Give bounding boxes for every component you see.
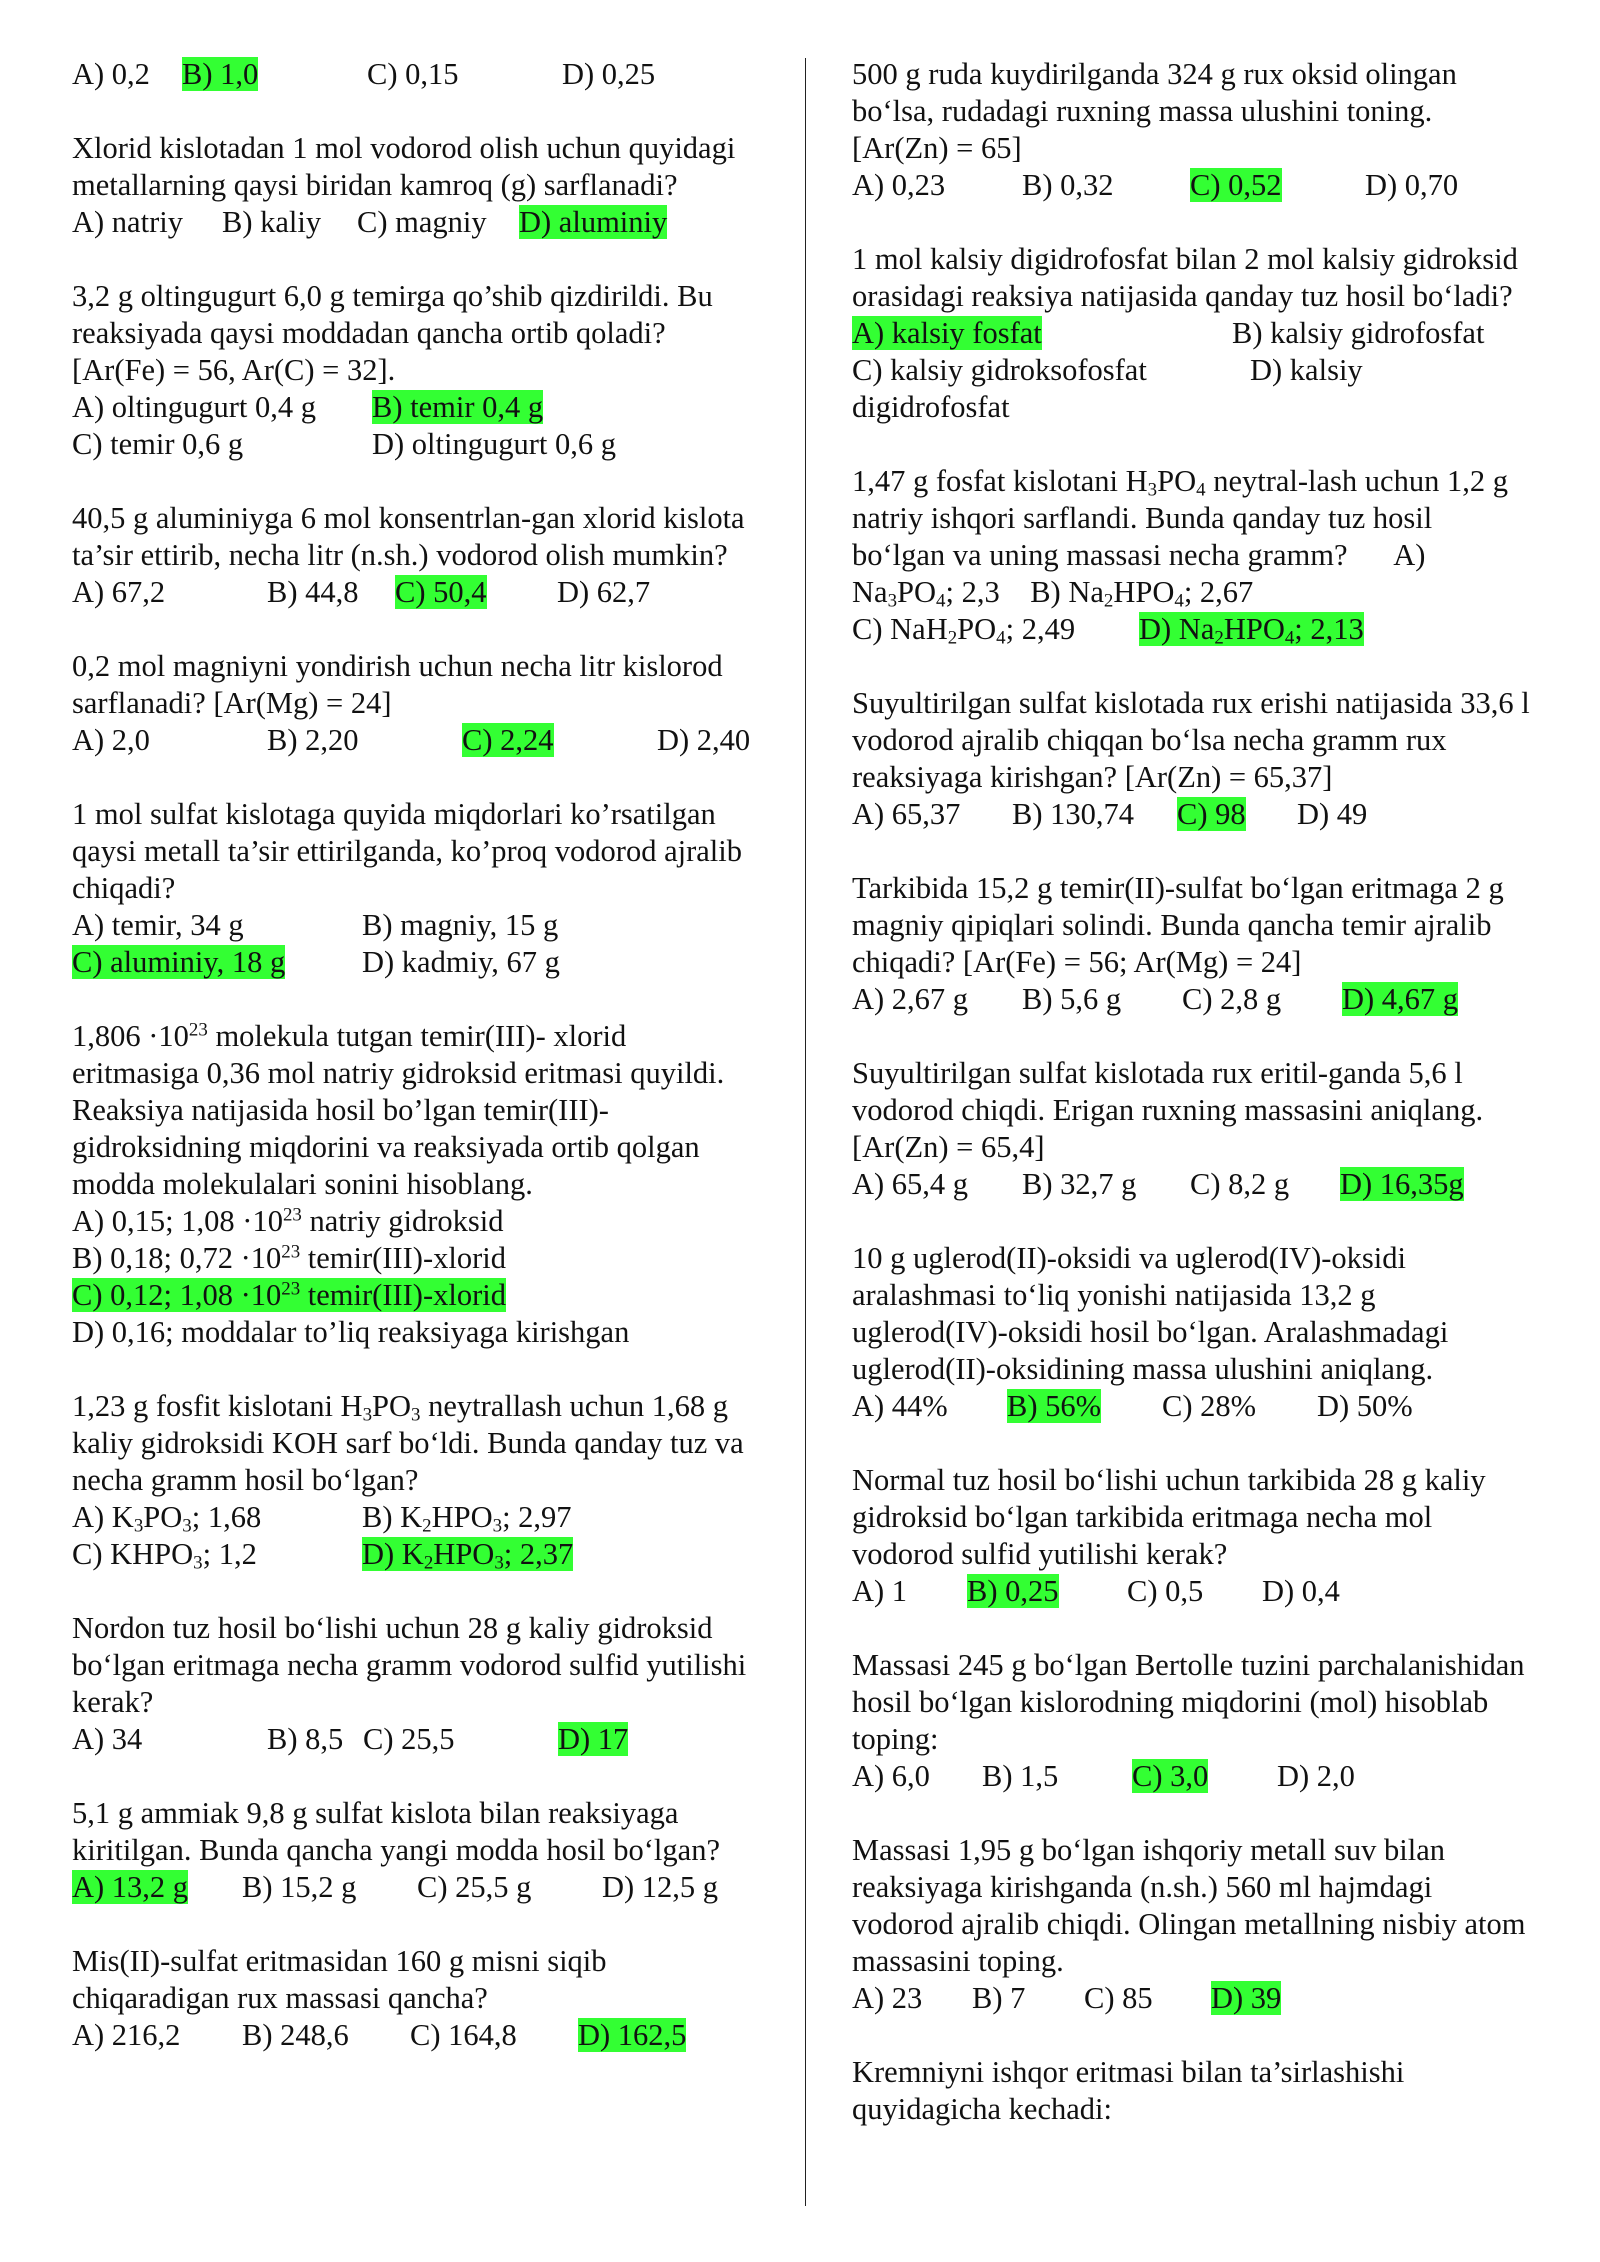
answer-option: B) 130,74 <box>1012 797 1134 831</box>
question-block <box>72 130 752 241</box>
answer-option: C) 28% <box>1162 1389 1257 1423</box>
question-block <box>852 56 1532 204</box>
correct-answer-option: C) 0,52 <box>1190 168 1282 202</box>
answer-option: A) natriy <box>72 205 183 239</box>
question-block <box>852 2054 1532 2128</box>
answer-option: D) oltingugurt 0,6 g <box>372 427 616 461</box>
answer-option: A) 23 <box>852 1981 923 2015</box>
answer-option: C) 0,15 <box>367 57 459 91</box>
question-block <box>72 1795 752 1906</box>
answer-options-row <box>72 1869 752 1906</box>
correct-answer-option: C) 3,0 <box>1132 1759 1209 1793</box>
answer-options-row <box>72 1277 752 1314</box>
answer-option: B) 15,2 g <box>242 1870 357 1904</box>
question-block <box>852 463 1532 648</box>
right-column <box>852 56 1532 2165</box>
question-text: Tarkibida 15,2 g temir(II)-sulfat bo‘lgan eritmaga 2 g magniy qipiqlari solindi. Bunda qancha temir ajralib chiqadi? [Ar(Fe) = 56; Ar(Mg) = 24] <box>852 871 1504 979</box>
answer-option: A) 0,2 <box>72 57 150 91</box>
answer-options-row <box>72 574 752 611</box>
answer-options-row <box>852 981 1532 1018</box>
question-text: Normal tuz hosil bo‘lishi uchun tarkibida 28 g kaliy gidroksid bo‘lgan tarkibida eritmaga necha mol vodorod sulfid yutilishi kerak? <box>852 1463 1486 1571</box>
answer-options-row <box>852 611 1532 648</box>
question-text: 5,1 g ammiak 9,8 g sulfat kislota bilan reaksiyaga kiritilgan. Bunda qancha yangi modda hosil bo‘lgan? <box>72 1796 720 1867</box>
correct-answer-option: D) 39 <box>1211 1981 1282 2015</box>
answer-option: B) 5,6 g <box>1022 982 1122 1016</box>
question-block <box>72 500 752 611</box>
answer-option: D) kadmiy, 67 g <box>362 945 560 979</box>
answer-options-row <box>72 1536 752 1573</box>
answer-option: C) 8,2 g <box>1190 1167 1290 1201</box>
correct-answer-option: D) 4,67 g <box>1342 982 1459 1016</box>
answer-option: C) temir 0,6 g <box>72 427 244 461</box>
answer-option: D) kalsiy <box>1250 353 1363 387</box>
answer-option: B) 0,18; $0,72 \cdot 10^{23}$ temir(III)-xlorid <box>72 1241 506 1275</box>
answer-options-row <box>852 1980 1532 2017</box>
answer-options-row <box>852 1388 1532 1425</box>
answer-options-row <box>852 389 1532 426</box>
answer-option: D) 0,16; moddalar to’liq reaksiyaga kirishgan <box>72 1315 630 1349</box>
question-text: Suyultirilgan sulfat kislotada rux erishi natijasida 33,6 l vodorod ajralib chiqqan bo‘lsa necha gramm rux reaksiyaga kirishgan? [Ar(Zn) = 65,37] <box>852 686 1530 794</box>
answer-options-row <box>72 389 752 426</box>
question-block <box>852 1462 1532 1610</box>
question-text: Suyultirilgan sulfat kislotada rux eritil-ganda 5,6 l vodorod chiqdi. Erigan ruxning massasini aniqlang. [Ar(Zn) = 65,4] <box>852 1056 1484 1164</box>
question-text: $1,806 \cdot 10^{23}$ molekula tutgan temir(III)- xlorid eritmasiga 0,36 mol natriy gidroksid eritmasi quyildi. Reaksiya natijasida hosil bo’lgan temir(III)-gidroksidning miqdorini va reaksiyada ortib qolgan modda molekulalari sonini hisoblang. <box>72 1019 725 1201</box>
answer-options-row <box>72 56 752 93</box>
correct-answer-option: C) 98 <box>1177 797 1246 831</box>
answer-option: A) 65,37 <box>852 797 961 831</box>
answer-option: B) 0,32 <box>1022 168 1114 202</box>
answer-option: digidrofosfat <box>852 390 1010 424</box>
answer-options-row <box>72 426 752 463</box>
answer-option: A) 34 <box>72 1722 143 1756</box>
answer-option: B) $K_2HPO_3$; 2,97 <box>362 1500 572 1537</box>
answer-options-row <box>72 722 752 759</box>
left-column <box>72 56 752 2091</box>
question-block <box>852 1055 1532 1203</box>
question-block <box>72 648 752 759</box>
question-block <box>72 56 752 93</box>
correct-answer-option: B) 0,25 <box>967 1574 1059 1608</box>
question-block <box>852 685 1532 833</box>
answer-option: A) 2,0 <box>72 723 150 757</box>
answer-option: B) kaliy <box>222 205 322 239</box>
question-text: 1 mol sulfat kislotaga quyida miqdorlari ko’rsatilgan qaysi metall ta’sir ettirilganda, ko’proq vodorod ajralib chiqadi? <box>72 797 742 905</box>
question-block <box>852 241 1532 426</box>
answer-options-row <box>72 1203 752 1240</box>
answer-options-row <box>72 1721 752 1758</box>
answer-option: A) 216,2 <box>72 2018 181 2052</box>
question-text: 1,23 g fosfit kislotani $H_3PO_3$ neytrallash uchun 1,68 g kaliy gidroksidi KOH sarf bo‘ldi. Bunda qanday tuz va necha gramm hosil bo‘lgan? <box>72 1389 744 1497</box>
answer-option: B) magniy, 15 g <box>362 908 559 942</box>
answer-option: C) 2,8 g <box>1182 982 1282 1016</box>
question-block <box>72 1388 752 1573</box>
answer-option: C) $KHPO_3$; 1,2 <box>72 1537 257 1574</box>
correct-answer-option: D) aluminiy <box>519 205 668 239</box>
answer-options-row <box>72 2017 752 2054</box>
question-block <box>72 1610 752 1758</box>
answer-option: A) $K_3PO_3$; 1,68 <box>72 1500 262 1537</box>
question-block <box>852 1647 1532 1795</box>
answer-options-row <box>852 1573 1532 1610</box>
correct-answer-option: D) 16,35g <box>1340 1167 1464 1201</box>
correct-answer-option: A) 13,2 g <box>72 1870 189 1904</box>
correct-answer-option: B) 56% <box>1007 1389 1102 1423</box>
answer-option: A) 1 <box>852 1574 908 1608</box>
answer-options-row <box>72 1499 752 1536</box>
answer-option: D) 2,0 <box>1277 1759 1355 1793</box>
question-text: 3,2 g oltingugurt 6,0 g temirga qo’shib qizdirildi. Bu reaksiyada qaysi moddadan qancha ortib qoladi? [Ar(Fe) = 56, Ar(C) = 32]. <box>72 279 713 387</box>
answer-option: A) 6,0 <box>852 1759 930 1793</box>
answer-option: A) 65,4 g <box>852 1167 969 1201</box>
question-block <box>72 796 752 981</box>
answer-option: A) 67,2 <box>72 575 166 609</box>
correct-answer-option: C) 50,4 <box>395 575 487 609</box>
question-block <box>852 870 1532 1018</box>
question-text: Nordon tuz hosil bo‘lishi uchun 28 g kaliy gidroksid bo‘lgan eritmaga necha gramm vodorod sulfid yutilishi kerak? <box>72 1611 747 1719</box>
answer-options-row <box>72 1240 752 1277</box>
answer-options-row <box>72 944 752 981</box>
correct-answer-option: B) 1,0 <box>182 57 259 91</box>
answer-option: A) 0,15; $1,08 \cdot 10^{23}$ natriy gidroksid <box>72 1204 504 1238</box>
question-block <box>852 1240 1532 1425</box>
question-text: Mis(II)-sulfat eritmasidan 160 g misni siqib chiqaradigan rux massasi qancha? <box>72 1944 607 2015</box>
correct-answer-option: C) 0,12; $1,08 \cdot 10^{23}$ temir(III)-xlorid <box>72 1278 506 1312</box>
correct-answer-option: D) 162,5 <box>578 2018 687 2052</box>
question-text: Xlorid kislotadan 1 mol vodorod olish uchun quyidagi metallarning qaysi biridan kamroq (g) sarflanadi? <box>72 131 736 202</box>
answer-option: A) 0,23 <box>852 168 946 202</box>
answer-option: B) 8,5 <box>267 1722 344 1756</box>
question-block <box>72 278 752 463</box>
answer-option: D) 50% <box>1317 1389 1413 1423</box>
answer-option: D) 62,7 <box>557 575 651 609</box>
answer-option: B) 7 <box>972 1981 1026 2015</box>
answer-option: A) oltingugurt 0,4 g <box>72 390 316 424</box>
question-text: Massasi 245 g bo‘lgan Bertolle tuzini parchalanishidan hosil bo‘lgan kislorodning miqdorini (mol) hisoblab toping: <box>852 1648 1525 1756</box>
question-text: 10 g uglerod(II)-oksidi va uglerod(IV)-oksidi aralashmasi to‘liq yonishi natijasida 13,2 g uglerod(IV)-oksidi hosil bo‘lgan. Aralashmadagi uglerod(II)-oksidining massa ulushini aniqlang. <box>852 1241 1449 1386</box>
column-divider <box>805 58 806 2206</box>
answer-option: C) $NaH_2PO_4$; 2,49 <box>852 612 1076 649</box>
answer-option: A) 44% <box>852 1389 948 1423</box>
answer-option: D) 12,5 g <box>602 1870 719 1904</box>
question-text: Kremniyni ishqor eritmasi bilan ta’sirlashishi quyidagicha kechadi: <box>852 2055 1405 2126</box>
correct-answer-option: C) aluminiy, 18 g <box>72 945 286 979</box>
answer-options-row <box>72 1314 752 1351</box>
answer-option: C) 25,5 g <box>417 1870 532 1904</box>
answer-option: C) magniy <box>357 205 487 239</box>
answer-option: D) 0,70 <box>1365 168 1459 202</box>
answer-option: B) kalsiy gidrofosfat <box>1232 316 1485 350</box>
correct-answer-option: A) kalsiy fosfat <box>852 316 1042 350</box>
answer-option: C) 85 <box>1084 1981 1153 2015</box>
correct-answer-option: C) 2,24 <box>462 723 554 757</box>
answer-options-row <box>852 352 1532 389</box>
answer-option: D) 49 <box>1297 797 1368 831</box>
answer-options-row <box>72 204 752 241</box>
correct-answer-option: D) $K_2HPO_3$; 2,37 <box>362 1537 574 1574</box>
answer-options-row <box>852 1758 1532 1795</box>
question-text: 500 g ruda kuydirilganda 324 g rux oksid olingan bo‘lsa, rudadagi ruxning massa ulushini toning. [Ar(Zn) = 65] <box>852 57 1457 165</box>
correct-answer-option: D) 17 <box>558 1722 629 1756</box>
answer-option: B) 2,20 <box>267 723 359 757</box>
question-text: 0,2 mol magniyni yondirish uchun necha litr kislorod sarflanadi? [Ar(Mg) = 24] <box>72 649 723 720</box>
answer-options-row <box>852 167 1532 204</box>
question-block <box>72 1018 752 1351</box>
answer-option: C) 25,5 <box>363 1722 455 1756</box>
answer-option: A) 2,67 g <box>852 982 969 1016</box>
answer-option: D) 2,40 <box>657 723 751 757</box>
correct-answer-option: B) temir 0,4 g <box>372 390 544 424</box>
question-text: 1 mol kalsiy digidrofosfat bilan 2 mol kalsiy gidroksid orasidagi reaksiya natijasida qanday tuz hosil bo‘ladi? <box>852 242 1518 313</box>
question-text: Massasi 1,95 g bo‘lgan ishqoriy metall suv bilan reaksiyaga kirishganda (n.sh.) 560 ml hajmdagi vodorod ajralib chiqdi. Olingan metallning nisbiy atom massasini toping. <box>852 1833 1526 1978</box>
answer-option: B) 1,5 <box>982 1759 1059 1793</box>
answer-option: D) 0,4 <box>1262 1574 1340 1608</box>
answer-option: B) 44,8 <box>267 575 359 609</box>
question-text: 1,47 g fosfat kislotani $H_3PO_4$ neytral-lash uchun 1,2 g natriy ishqori sarflandi. Bunda qanday tuz hosil bo‘lgan va uning massasi necha gramm? A) $Na_3PO_4$; 2,3 B) $Na_2HPO_4$; 2,67 <box>852 464 1508 612</box>
answer-option: B) 248,6 <box>242 2018 349 2052</box>
correct-answer-option: D) $Na_2HPO_4$; 2,13 <box>1139 612 1364 649</box>
question-text: 40,5 g aluminiyga 6 mol konsentrlan-gan xlorid kislota ta’sir ettirib, necha litr (n.sh.) vodorod olish mumkin? <box>72 501 745 572</box>
answer-options-row <box>72 907 752 944</box>
answer-option: C) kalsiy gidroksofosfat <box>852 353 1147 387</box>
answer-options-row <box>852 796 1532 833</box>
answer-options-row <box>852 315 1532 352</box>
answer-option: C) 164,8 <box>410 2018 517 2052</box>
answer-option: B) 32,7 g <box>1022 1167 1137 1201</box>
answer-option: D) 0,25 <box>562 57 656 91</box>
question-block <box>72 1943 752 2054</box>
answer-option: A) temir, 34 g <box>72 908 244 942</box>
answer-option: C) 0,5 <box>1127 1574 1204 1608</box>
answer-options-row <box>852 1166 1532 1203</box>
question-block <box>852 1832 1532 2017</box>
